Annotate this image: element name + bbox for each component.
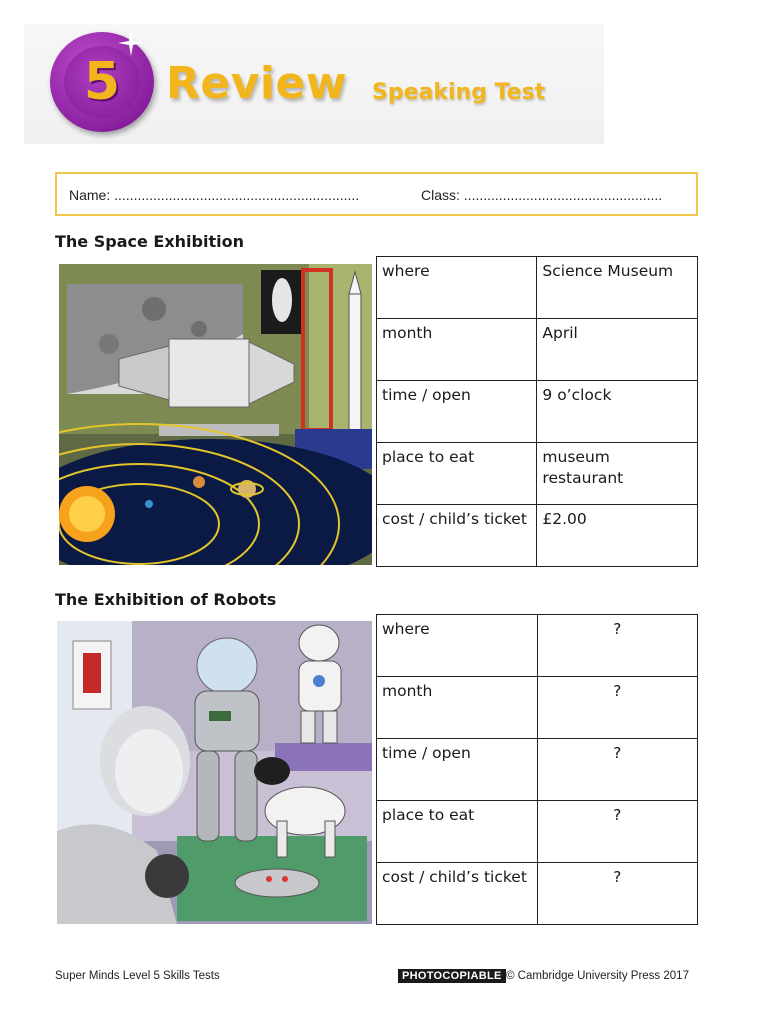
table-row [377,801,698,863]
row-value: ? [537,863,697,925]
robots-exhibition-illustration [57,621,372,924]
footer-book-title: Super Minds Level 5 Skills Tests [55,970,220,982]
table-row [377,615,698,677]
row-value: museum restaurant [537,443,698,505]
space-info-table [376,256,698,567]
robots-info-table [376,614,698,925]
row-label: place to eat [377,801,538,863]
row-label: month [377,319,537,381]
row-value: ? [537,615,697,677]
row-label: place to eat [377,443,537,505]
row-label: cost / child’s ticket [377,863,538,925]
space-exhibition-illustration [59,264,372,565]
row-value: Science Museum [537,257,698,319]
footer-copyright: © Cambridge University Press 2017 [506,970,689,982]
table-row [377,443,698,505]
row-value: ? [537,677,697,739]
row-value: ? [537,739,697,801]
sparkle-icon [118,30,144,56]
section-title-space: The Space Exhibition [55,232,244,251]
table-row [377,257,698,319]
row-value: 9 o’clock [537,381,698,443]
table-row [377,677,698,739]
row-label: time / open [377,739,538,801]
unit-badge-inner [64,46,140,118]
row-label: time / open [377,381,537,443]
table-row [377,739,698,801]
row-label: where [377,257,537,319]
table-row [377,319,698,381]
photocopiable-badge: PHOTOCOPIABLE [398,969,506,983]
row-label: cost / child’s ticket [377,505,537,567]
table-row [377,505,698,567]
page-subtitle: Speaking Test [372,80,546,105]
row-label: where [377,615,538,677]
class-field[interactable]: Class: ................................................... [421,187,663,203]
name-field[interactable]: Name: ............................................................... [69,187,360,203]
row-value: £2.00 [537,505,698,567]
table-row [377,863,698,925]
name-class-box [55,172,698,216]
page-title: Review [166,58,347,109]
row-value: April [537,319,698,381]
section-title-robots: The Exhibition of Robots [55,590,277,609]
row-value: ? [537,801,697,863]
unit-number: 5 [83,52,121,112]
table-row [377,381,698,443]
row-label: month [377,677,538,739]
